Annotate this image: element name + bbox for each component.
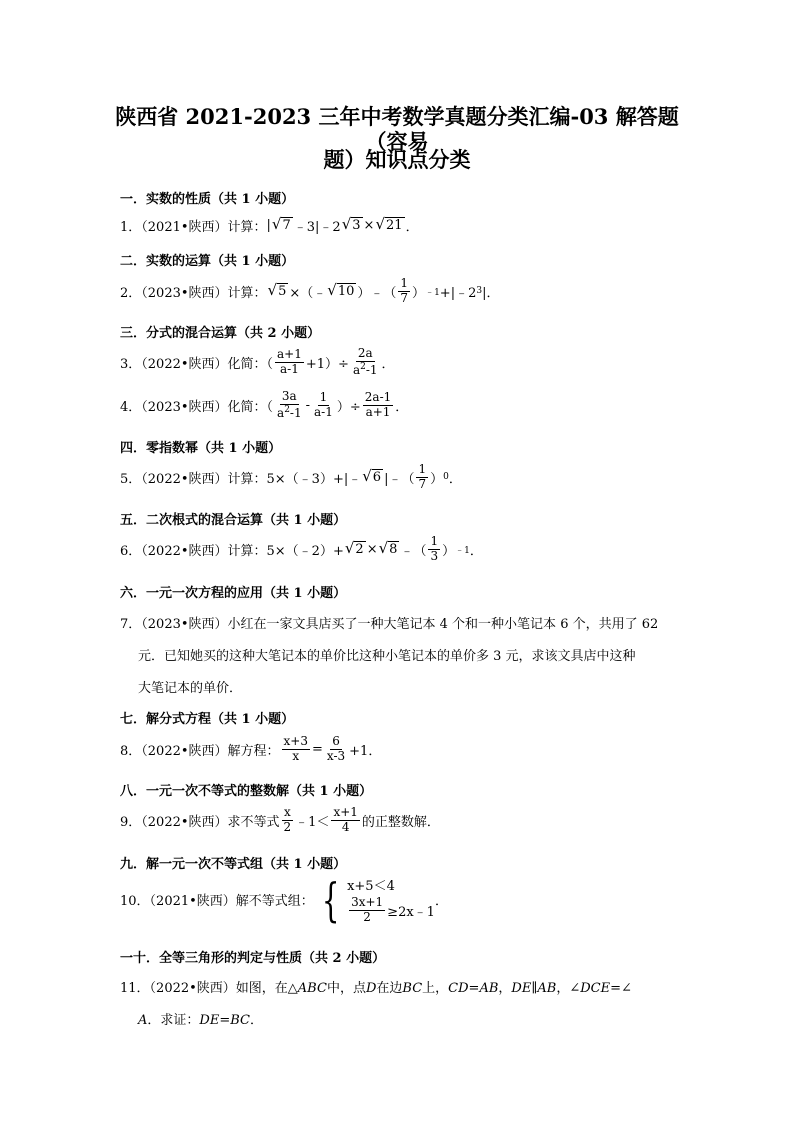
q11-text: ，∠ <box>556 981 581 996</box>
q2-text: |． <box>482 285 500 301</box>
exponent: 2 <box>360 361 366 372</box>
section-heading: 九．解一元一次不等式组（共 1 小题） <box>120 857 347 872</box>
numerator: x+1 <box>333 805 358 819</box>
fraction <box>363 391 393 420</box>
section-heading: 一．实数的性质（共 1 小题） <box>120 192 295 207</box>
question-10 <box>120 872 448 927</box>
radicand: 21 <box>386 218 403 234</box>
denominator: a+1 <box>365 404 391 419</box>
exponent: 0 <box>443 472 449 483</box>
radicand: 7 <box>282 218 291 234</box>
system-row-1: x+5＜4 <box>347 879 395 894</box>
section-heading: 八．一元一次不等式的整数解（共 1 小题） <box>120 784 373 799</box>
fraction <box>282 806 294 835</box>
q1-text: × <box>363 218 375 233</box>
denominator: 7 <box>400 290 409 305</box>
fraction <box>428 535 440 564</box>
question-2 <box>120 277 499 306</box>
denominator: a-1 <box>314 404 333 419</box>
question-8 <box>120 735 381 764</box>
sqrt-expr: √ 10 <box>327 281 355 299</box>
q6-text: ） <box>442 543 456 559</box>
q2-text: ）﹣（ <box>357 285 397 301</box>
section-heading: 二．实数的运算（共 1 小题） <box>120 254 295 269</box>
q11-var: ABC <box>297 981 327 996</box>
q6-text: × <box>366 541 378 557</box>
q2-prefix: 2．（2023•陕西）计算： <box>120 285 267 301</box>
system-row-2-text: ≥2x﹣1 <box>387 904 435 920</box>
q11-var: DCE <box>580 981 611 996</box>
q11-var: BC <box>230 1013 250 1028</box>
denominator: 2 <box>363 909 371 924</box>
numerator: 1 <box>430 534 439 548</box>
sqrt-expr: √ 3 <box>341 215 361 234</box>
exponent: ﹣1 <box>425 287 440 298</box>
system-rows <box>347 875 435 925</box>
q10-text: ． <box>434 894 448 910</box>
section-heading: 五．二次根式的混合运算（共 1 小题） <box>120 513 347 528</box>
q8-text: +1． <box>349 743 382 759</box>
q11-var: DE <box>511 981 532 996</box>
radicand: 5 <box>278 284 287 299</box>
section-heading: 三．分式的混合运算（共 2 小题） <box>120 326 321 341</box>
q1-text: ﹣3|﹣2 <box>293 220 341 235</box>
radicand: 6 <box>372 470 382 485</box>
section-heading: 七．解分式方程（共 1 小题） <box>120 712 295 727</box>
q11-text: = <box>219 1013 231 1028</box>
q11-var: AB <box>479 981 499 996</box>
question-11-line-1 <box>120 977 632 996</box>
q6-text: ． <box>469 543 483 559</box>
den-base: a <box>352 362 361 377</box>
q5-text: ． <box>448 471 462 487</box>
q2-text: ） <box>412 285 426 301</box>
sqrt-expr: √ 21 <box>375 215 403 234</box>
section-heading: 四．零指数幂（共 1 小题） <box>120 441 282 456</box>
q11-text: 11．（2022•陕西）如图，在△ <box>120 981 298 996</box>
denominator: 3 <box>430 548 439 563</box>
fraction <box>416 463 428 492</box>
q4-text: ． <box>395 399 409 415</box>
denominator <box>275 405 304 421</box>
denominator: a-1 <box>280 361 299 376</box>
numerator: 6 <box>332 734 340 748</box>
fraction <box>325 735 347 764</box>
radicand: 2 <box>355 542 364 557</box>
q5-prefix: 5．（2022•陕西）计算：5×（﹣3）+|﹣ <box>120 471 362 487</box>
den-base: a <box>277 405 285 420</box>
radicand: 10 <box>337 284 355 299</box>
fraction <box>312 391 335 420</box>
q1-prefix: 1．（2021•陕西）计算： <box>120 220 267 235</box>
question-7-line-1: 7．（2023•陕西）小红在一家文具店买了一种大笔记本 4 个和一种小笔记本 6 个，共用了 62 <box>120 617 659 632</box>
radicand: 8 <box>389 542 398 557</box>
fraction <box>349 896 385 925</box>
fraction <box>275 348 304 377</box>
sqrt-expr: √ 5 <box>267 281 287 299</box>
numerator: a+1 <box>277 347 302 361</box>
denominator: 2 <box>283 819 292 834</box>
sqrt-expr: √ 7 <box>271 215 291 234</box>
question-7-line-3: 大笔记本的单价． <box>138 681 243 696</box>
q6-prefix: 6．（2022•陕西）计算：5×（﹣2）+ <box>120 543 344 559</box>
page-title-continued: 题）知识点分类 <box>323 147 471 172</box>
numerator: 1 <box>418 462 427 476</box>
page-title: 陕西省 2021-2023 三年中考数学真题分类汇编-03 解答题（容易 <box>115 104 679 155</box>
question-4 <box>120 390 408 421</box>
numerator: 1 <box>400 276 409 290</box>
exponent: 3 <box>476 286 483 297</box>
question-5 <box>120 463 462 492</box>
section-heading: 六．一元一次方程的应用（共 1 小题） <box>120 586 347 601</box>
fraction <box>398 277 410 306</box>
q11-text: ， <box>498 981 512 996</box>
q3-text: +1）÷ <box>305 356 349 372</box>
inequality-system <box>316 872 435 927</box>
q9-text: 的正整数解． <box>361 814 440 830</box>
q8-text: = <box>312 741 323 757</box>
sqrt-expr: √ 2 <box>344 539 364 557</box>
denominator: 4 <box>341 819 350 834</box>
q11-var: BC <box>402 981 423 996</box>
q2-text: ×（﹣ <box>289 285 327 301</box>
den-tail: -1 <box>289 405 302 420</box>
question-11-line-2 <box>138 1009 263 1028</box>
q11-text: = <box>468 981 480 996</box>
section-heading: 一十．全等三角形的判定与性质（共 2 小题） <box>120 951 386 966</box>
denominator: x <box>292 748 300 763</box>
numerator: 2a-1 <box>364 390 392 404</box>
q11-text: ．求证： <box>147 1013 200 1028</box>
q11-var: A <box>138 1013 148 1028</box>
q10-prefix: 10．（2021•陕西）解不等式组： <box>120 894 314 910</box>
q11-var: D <box>365 981 377 996</box>
q4-text: ）÷ <box>336 399 361 415</box>
q11-text: ∥ <box>531 981 538 996</box>
den-tail: -1 <box>365 362 378 377</box>
q6-text: ﹣（ <box>400 543 427 559</box>
q11-text: 上， <box>422 981 449 996</box>
q1-text: | <box>266 218 271 233</box>
radicand: 3 <box>352 218 361 234</box>
denominator: x-3 <box>326 748 346 763</box>
q3-text: ． <box>381 356 395 372</box>
q5-text: ） <box>430 471 444 487</box>
question-7-line-2: 元．已知她买的这种大笔记本的单价比这种小笔记本的单价多 3 元，求该文具店中这种 <box>138 649 636 664</box>
q11-var: AB <box>537 981 557 996</box>
fraction <box>282 735 310 764</box>
fraction <box>351 347 380 378</box>
sqrt-expr: √ 8 <box>378 539 398 557</box>
numerator: 3a <box>281 389 297 403</box>
numerator: x+3 <box>283 734 308 748</box>
question-1 <box>120 216 419 235</box>
q4-text: - <box>305 397 311 413</box>
q11-var: DE <box>199 1013 220 1028</box>
exponent: 2 <box>284 404 290 415</box>
q11-text: ． <box>249 1013 263 1028</box>
left-brace-icon: { <box>321 872 340 927</box>
numerator: 1 <box>319 390 328 404</box>
q9-prefix: 9．（2022•陕西）求不等式 <box>120 814 280 830</box>
denominator: 7 <box>418 476 427 491</box>
question-9 <box>120 806 440 835</box>
q9-text: ﹣1＜ <box>295 814 330 830</box>
numerator: x <box>283 805 291 819</box>
q11-var: CD <box>448 981 469 996</box>
numerator: 2a <box>357 346 373 360</box>
sqrt-expr: √ 6 <box>362 467 382 485</box>
q11-text: 中，点 <box>326 981 366 996</box>
q1-text: ． <box>405 220 419 235</box>
question-6 <box>120 535 483 564</box>
system-row-2 <box>347 896 435 925</box>
question-3 <box>120 347 395 378</box>
q4-prefix: 4．（2023•陕西）化简：（ <box>120 399 274 415</box>
q5-text: |﹣（ <box>384 471 415 487</box>
q11-text: =∠ <box>610 981 632 996</box>
numerator: 3x+1 <box>351 895 384 909</box>
exponent: ﹣1 <box>455 545 470 556</box>
fraction <box>275 390 304 421</box>
q11-text: 在边 <box>376 981 403 996</box>
q8-prefix: 8．（2022•陕西）解方程： <box>120 743 280 759</box>
denominator <box>351 362 380 378</box>
q3-prefix: 3．（2022•陕西）化简：（ <box>120 356 274 372</box>
q2-text: +|﹣2 <box>439 285 477 301</box>
fraction <box>331 806 359 835</box>
